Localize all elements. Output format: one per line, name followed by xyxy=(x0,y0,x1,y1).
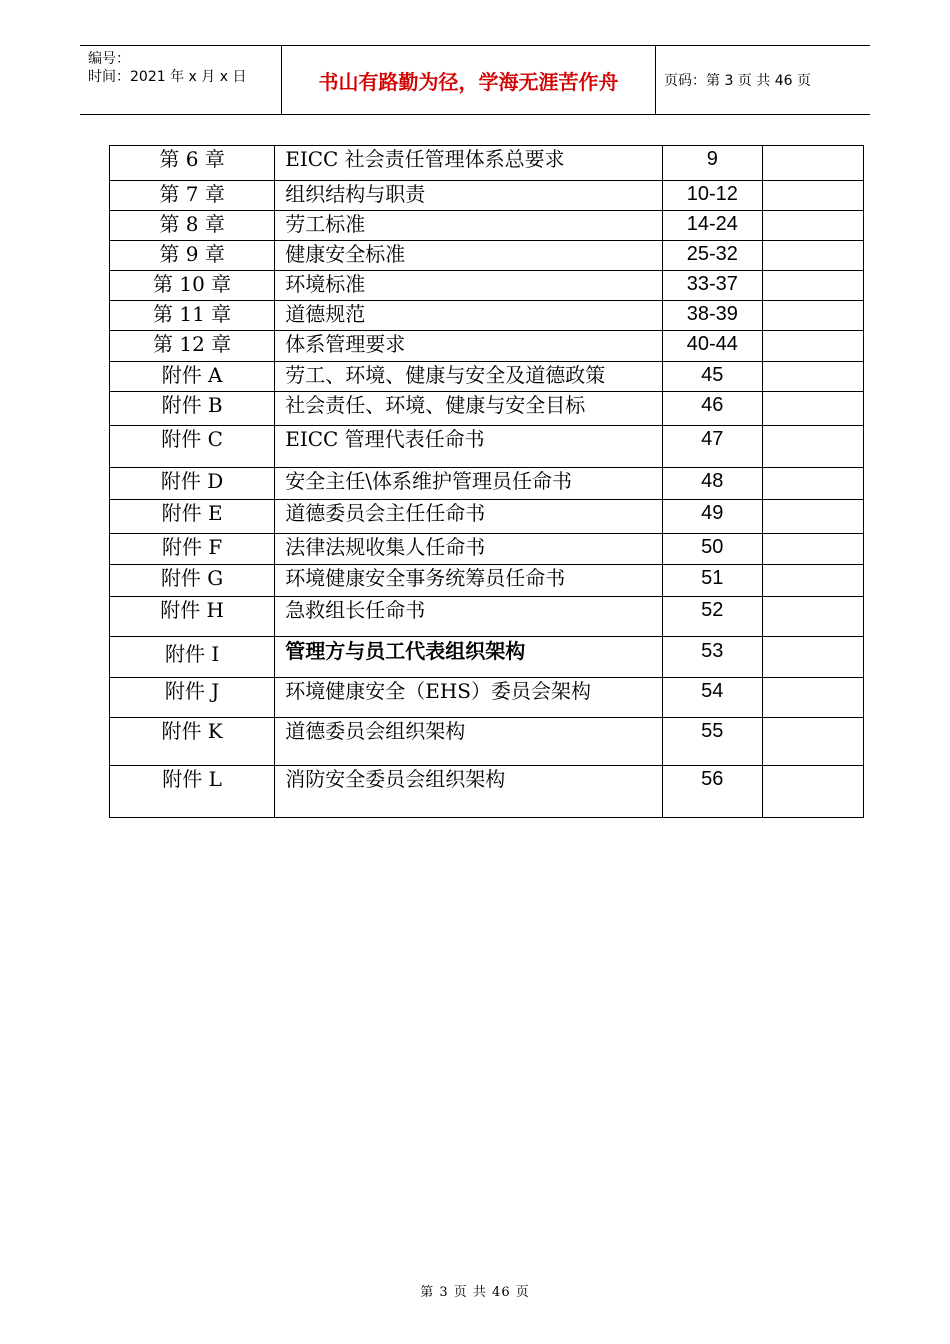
toc-blank xyxy=(762,146,863,181)
toc-chapter: 第 6 章 xyxy=(110,146,275,181)
toc-row xyxy=(110,331,864,362)
toc-pages: 54 xyxy=(662,678,762,718)
toc-pages: 25-32 xyxy=(662,241,762,271)
toc-blank xyxy=(762,500,863,534)
toc-chapter: 附件 J xyxy=(110,678,275,718)
toc-title: 社会责任、环境、健康与安全目标 xyxy=(275,392,663,426)
toc-chapter: 第 12 章 xyxy=(110,331,275,362)
toc-blank xyxy=(762,468,863,500)
toc-chapter: 第 9 章 xyxy=(110,241,275,271)
toc-chapter: 附件 H xyxy=(110,597,275,637)
toc-pages: 55 xyxy=(662,718,762,766)
toc-blank xyxy=(762,241,863,271)
toc-row xyxy=(110,766,864,818)
toc-pages: 47 xyxy=(662,426,762,468)
toc-row xyxy=(110,678,864,718)
toc-blank xyxy=(762,597,863,637)
toc-chapter: 附件 D xyxy=(110,468,275,500)
toc-pages: 51 xyxy=(662,565,762,597)
toc-pages: 9 xyxy=(662,146,762,181)
toc-title: 环境健康安全事务统筹员任命书 xyxy=(275,565,663,597)
toc-title: 体系管理要求 xyxy=(275,331,663,362)
toc-row xyxy=(110,426,864,468)
page-footer: 第 3 页 共 46 页 xyxy=(420,1285,530,1300)
toc-chapter: 附件 I xyxy=(110,637,275,678)
toc-blank xyxy=(762,362,863,392)
toc-chapter: 附件 C xyxy=(110,426,275,468)
toc-title: 道德委员会主任任命书 xyxy=(275,500,663,534)
toc-title: 健康安全标准 xyxy=(275,241,663,271)
toc-blank xyxy=(762,678,863,718)
toc-title: 道德规范 xyxy=(275,301,663,331)
toc-blank xyxy=(762,637,863,678)
toc-blank xyxy=(762,534,863,565)
toc-chapter: 附件 K xyxy=(110,718,275,766)
toc-chapter: 第 10 章 xyxy=(110,271,275,301)
toc-row xyxy=(110,637,864,678)
toc-title: 劳工标准 xyxy=(275,211,663,241)
toc-title: 法律法规收集人任命书 xyxy=(275,534,663,565)
toc-pages: 52 xyxy=(662,597,762,637)
toc-title: 道德委员会组织架构 xyxy=(275,718,663,766)
toc-pages: 45 xyxy=(662,362,762,392)
toc-chapter: 附件 B xyxy=(110,392,275,426)
toc-pages: 50 xyxy=(662,534,762,565)
toc-row xyxy=(110,301,864,331)
toc-blank xyxy=(762,565,863,597)
toc-pages: 49 xyxy=(662,500,762,534)
toc-blank xyxy=(762,331,863,362)
toc-pages: 48 xyxy=(662,468,762,500)
toc-pages: 10-12 xyxy=(662,181,762,211)
toc-row xyxy=(110,718,864,766)
toc-pages: 53 xyxy=(662,637,762,678)
toc-row xyxy=(110,468,864,500)
toc-blank xyxy=(762,271,863,301)
toc-row xyxy=(110,534,864,565)
toc-row xyxy=(110,211,864,241)
toc-row xyxy=(110,565,864,597)
toc-chapter: 第 8 章 xyxy=(110,211,275,241)
code-label: 编号： xyxy=(88,51,130,67)
toc-row xyxy=(110,271,864,301)
toc-pages: 40-44 xyxy=(662,331,762,362)
toc-title: 管理方与员工代表组织架构 xyxy=(275,637,663,678)
toc-row xyxy=(110,597,864,637)
time-label: 时间：2021 年 x 月 x 日 xyxy=(88,69,247,85)
toc-row xyxy=(110,146,864,181)
toc-blank xyxy=(762,392,863,426)
toc-pages: 14-24 xyxy=(662,211,762,241)
toc-row xyxy=(110,500,864,534)
toc-row xyxy=(110,392,864,426)
toc-pages: 38-39 xyxy=(662,301,762,331)
header-meta xyxy=(88,50,280,86)
toc-title: EICC 管理代表任命书 xyxy=(275,426,663,468)
toc-title: 急救组长任命书 xyxy=(275,597,663,637)
toc-pages: 33-37 xyxy=(662,271,762,301)
toc-chapter: 附件 E xyxy=(110,500,275,534)
toc-pages: 56 xyxy=(662,766,762,818)
toc-title: 劳工、环境、健康与安全及道德政策 xyxy=(275,362,663,392)
toc-chapter: 附件 L xyxy=(110,766,275,818)
toc-title: 安全主任\体系维护管理员任命书 xyxy=(275,468,663,500)
toc-row xyxy=(110,241,864,271)
toc-title: 组织结构与职责 xyxy=(275,181,663,211)
page-header xyxy=(80,45,870,115)
toc-blank xyxy=(762,718,863,766)
toc-chapter: 附件 A xyxy=(110,362,275,392)
toc-chapter: 第 11 章 xyxy=(110,301,275,331)
toc-blank xyxy=(762,211,863,241)
toc-blank xyxy=(762,181,863,211)
header-page-info: 页码：第 3 页 共 46 页 xyxy=(664,73,811,89)
toc-title: 环境健康安全（EHS）委员会架构 xyxy=(275,678,663,718)
toc-title: EICC 社会责任管理体系总要求 xyxy=(275,146,663,181)
toc-blank xyxy=(762,301,863,331)
toc-blank xyxy=(762,426,863,468)
toc-chapter: 附件 G xyxy=(110,565,275,597)
toc-row xyxy=(110,362,864,392)
header-motto: 书山有路勤为径，学海无涯苦作舟 xyxy=(281,46,656,114)
toc-chapter: 附件 F xyxy=(110,534,275,565)
toc-chapter: 第 7 章 xyxy=(110,181,275,211)
toc-pages: 46 xyxy=(662,392,762,426)
toc-title: 消防安全委员会组织架构 xyxy=(275,766,663,818)
toc-row xyxy=(110,181,864,211)
toc-table xyxy=(109,145,864,818)
toc-blank xyxy=(762,766,863,818)
toc-title: 环境标准 xyxy=(275,271,663,301)
